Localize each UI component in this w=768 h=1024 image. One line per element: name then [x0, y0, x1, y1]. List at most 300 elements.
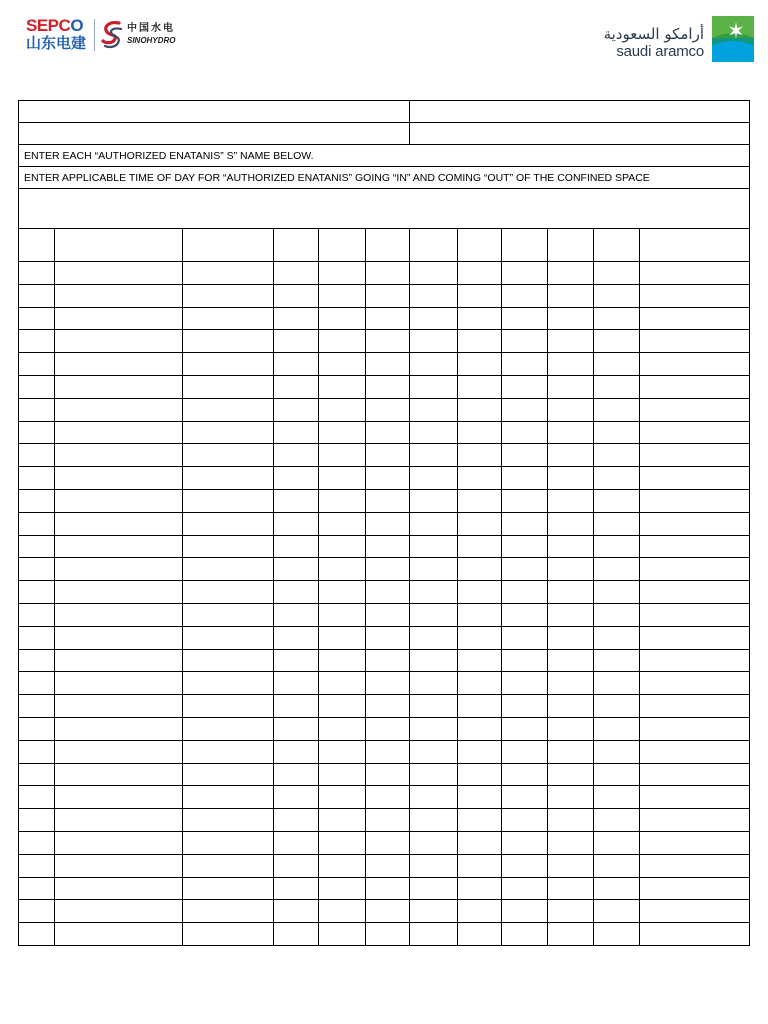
table-cell[interactable] — [458, 786, 502, 809]
table-cell[interactable] — [274, 786, 319, 809]
table-cell[interactable] — [548, 672, 594, 695]
table-cell[interactable] — [183, 489, 274, 512]
table-cell[interactable] — [319, 512, 366, 535]
table-cell[interactable] — [366, 763, 410, 786]
table-cell[interactable] — [458, 649, 502, 672]
table-cell[interactable] — [319, 558, 366, 581]
table-cell[interactable] — [594, 695, 640, 718]
table-cell[interactable] — [594, 809, 640, 832]
table-cell[interactable] — [548, 740, 594, 763]
table-cell[interactable] — [640, 398, 750, 421]
table-cell[interactable] — [319, 262, 366, 285]
table-cell[interactable] — [274, 854, 319, 877]
table-cell[interactable] — [594, 375, 640, 398]
table-cell[interactable] — [458, 489, 502, 512]
table-cell[interactable] — [502, 740, 548, 763]
table-cell[interactable] — [319, 603, 366, 626]
table-cell[interactable] — [366, 740, 410, 763]
table-cell[interactable] — [19, 763, 55, 786]
table-cell[interactable] — [55, 284, 183, 307]
table-cell[interactable] — [183, 695, 274, 718]
table-cell[interactable] — [502, 307, 548, 330]
table-cell[interactable] — [594, 923, 640, 946]
table-cell[interactable] — [319, 809, 366, 832]
table-cell[interactable] — [594, 262, 640, 285]
table-cell[interactable] — [594, 535, 640, 558]
table-cell[interactable] — [502, 375, 548, 398]
table-cell[interactable] — [19, 923, 55, 946]
table-cell[interactable] — [594, 512, 640, 535]
table-cell[interactable] — [55, 603, 183, 626]
column-header-cell[interactable] — [274, 229, 319, 262]
table-cell[interactable] — [640, 421, 750, 444]
column-header-cell[interactable] — [640, 229, 750, 262]
table-cell[interactable] — [366, 330, 410, 353]
table-cell[interactable] — [19, 626, 55, 649]
table-cell[interactable] — [458, 307, 502, 330]
table-cell[interactable] — [366, 421, 410, 444]
table-cell[interactable] — [19, 307, 55, 330]
table-cell[interactable] — [319, 831, 366, 854]
table-cell[interactable] — [319, 854, 366, 877]
table-cell[interactable] — [366, 603, 410, 626]
table-cell[interactable] — [458, 854, 502, 877]
table-cell[interactable] — [55, 809, 183, 832]
table-cell[interactable] — [183, 900, 274, 923]
table-cell[interactable] — [19, 672, 55, 695]
table-cell[interactable] — [19, 262, 55, 285]
table-cell[interactable] — [410, 512, 458, 535]
table-cell[interactable] — [55, 831, 183, 854]
table-cell[interactable] — [19, 831, 55, 854]
table-cell[interactable] — [366, 695, 410, 718]
table-cell[interactable] — [594, 831, 640, 854]
table-cell[interactable] — [640, 786, 750, 809]
table-cell[interactable] — [502, 421, 548, 444]
table-cell[interactable] — [274, 444, 319, 467]
column-header-cell[interactable] — [548, 229, 594, 262]
table-cell[interactable] — [640, 763, 750, 786]
table-cell[interactable] — [183, 467, 274, 490]
table-cell[interactable] — [319, 353, 366, 376]
table-cell[interactable] — [640, 809, 750, 832]
table-cell[interactable] — [19, 467, 55, 490]
table-cell[interactable] — [502, 649, 548, 672]
table-cell[interactable] — [55, 262, 183, 285]
table-cell[interactable] — [19, 284, 55, 307]
table-cell[interactable] — [548, 353, 594, 376]
table-cell[interactable] — [640, 375, 750, 398]
table-cell[interactable] — [548, 877, 594, 900]
table-cell[interactable] — [594, 489, 640, 512]
table-cell[interactable] — [274, 307, 319, 330]
table-cell[interactable] — [410, 558, 458, 581]
table-cell[interactable] — [640, 262, 750, 285]
table-cell[interactable] — [458, 900, 502, 923]
table-cell[interactable] — [410, 398, 458, 421]
table-cell[interactable] — [183, 330, 274, 353]
table-cell[interactable] — [319, 649, 366, 672]
table-cell[interactable] — [366, 626, 410, 649]
table-cell[interactable] — [19, 695, 55, 718]
table-cell[interactable] — [502, 330, 548, 353]
table-cell[interactable] — [594, 467, 640, 490]
table-cell[interactable] — [55, 307, 183, 330]
table-cell[interactable] — [319, 923, 366, 946]
table-cell[interactable] — [319, 467, 366, 490]
table-cell[interactable] — [410, 717, 458, 740]
table-cell[interactable] — [366, 307, 410, 330]
table-cell[interactable] — [548, 854, 594, 877]
table-cell[interactable] — [502, 900, 548, 923]
table-cell[interactable] — [183, 717, 274, 740]
table-cell[interactable] — [502, 467, 548, 490]
table-cell[interactable] — [594, 740, 640, 763]
column-header-cell[interactable] — [55, 229, 183, 262]
table-cell[interactable] — [274, 284, 319, 307]
table-cell[interactable] — [19, 603, 55, 626]
table-cell[interactable] — [366, 581, 410, 604]
table-cell[interactable] — [410, 581, 458, 604]
table-cell[interactable] — [594, 854, 640, 877]
table-cell[interactable] — [274, 717, 319, 740]
table-cell[interactable] — [366, 923, 410, 946]
table-cell[interactable] — [410, 831, 458, 854]
table-cell[interactable] — [366, 831, 410, 854]
table-cell[interactable] — [458, 353, 502, 376]
table-cell[interactable] — [319, 330, 366, 353]
table-cell[interactable] — [548, 535, 594, 558]
table-cell[interactable] — [183, 786, 274, 809]
table-cell[interactable] — [55, 672, 183, 695]
table-cell[interactable] — [548, 284, 594, 307]
table-cell[interactable] — [183, 375, 274, 398]
table-cell[interactable] — [274, 809, 319, 832]
table-cell[interactable] — [502, 923, 548, 946]
table-cell[interactable] — [594, 307, 640, 330]
table-cell[interactable] — [640, 284, 750, 307]
table-cell[interactable] — [548, 809, 594, 832]
table-cell[interactable] — [410, 284, 458, 307]
table-cell[interactable] — [548, 262, 594, 285]
table-cell[interactable] — [410, 375, 458, 398]
table-cell[interactable] — [594, 398, 640, 421]
table-cell[interactable] — [548, 603, 594, 626]
table-cell[interactable] — [410, 626, 458, 649]
table-cell[interactable] — [502, 717, 548, 740]
table-cell[interactable] — [55, 467, 183, 490]
table-cell[interactable] — [183, 421, 274, 444]
table-cell[interactable] — [458, 421, 502, 444]
table-cell[interactable] — [366, 535, 410, 558]
table-cell[interactable] — [458, 626, 502, 649]
table-cell[interactable] — [640, 695, 750, 718]
table-cell[interactable] — [458, 581, 502, 604]
table-cell[interactable] — [548, 489, 594, 512]
table-cell[interactable] — [319, 626, 366, 649]
table-cell[interactable] — [548, 467, 594, 490]
table-cell[interactable] — [548, 398, 594, 421]
table-cell[interactable] — [19, 421, 55, 444]
table-cell[interactable] — [410, 467, 458, 490]
column-header-cell[interactable] — [319, 229, 366, 262]
table-cell[interactable] — [55, 512, 183, 535]
table-cell[interactable] — [183, 535, 274, 558]
table-cell[interactable] — [640, 854, 750, 877]
table-cell[interactable] — [366, 717, 410, 740]
table-cell[interactable] — [458, 740, 502, 763]
table-cell[interactable] — [55, 489, 183, 512]
table-cell[interactable] — [183, 877, 274, 900]
table-cell[interactable] — [640, 535, 750, 558]
table-cell[interactable] — [594, 626, 640, 649]
table-cell[interactable] — [366, 649, 410, 672]
table-cell[interactable] — [19, 353, 55, 376]
table-cell[interactable] — [19, 512, 55, 535]
table-cell[interactable] — [274, 558, 319, 581]
table-cell[interactable] — [55, 398, 183, 421]
table-cell[interactable] — [594, 900, 640, 923]
table-cell[interactable] — [55, 695, 183, 718]
table-cell[interactable] — [183, 262, 274, 285]
table-cell[interactable] — [458, 717, 502, 740]
table-cell[interactable] — [410, 809, 458, 832]
table-cell[interactable] — [274, 512, 319, 535]
table-cell[interactable] — [183, 763, 274, 786]
table-cell[interactable] — [274, 626, 319, 649]
table-cell[interactable] — [274, 467, 319, 490]
table-cell[interactable] — [410, 353, 458, 376]
table-cell[interactable] — [19, 535, 55, 558]
table-cell[interactable] — [319, 900, 366, 923]
table-cell[interactable] — [183, 923, 274, 946]
table-cell[interactable] — [458, 467, 502, 490]
table-cell[interactable] — [55, 421, 183, 444]
table-cell[interactable] — [366, 284, 410, 307]
table-cell[interactable] — [458, 535, 502, 558]
column-header-cell[interactable] — [458, 229, 502, 262]
table-cell[interactable] — [19, 375, 55, 398]
table-cell[interactable] — [274, 831, 319, 854]
column-header-cell[interactable] — [19, 229, 55, 262]
table-cell[interactable] — [458, 603, 502, 626]
table-cell[interactable] — [55, 353, 183, 376]
table-cell[interactable] — [183, 831, 274, 854]
table-cell[interactable] — [410, 900, 458, 923]
table-cell[interactable] — [548, 581, 594, 604]
table-cell[interactable] — [548, 421, 594, 444]
table-cell[interactable] — [19, 854, 55, 877]
table-cell[interactable] — [183, 512, 274, 535]
table-cell[interactable] — [19, 444, 55, 467]
table-cell[interactable] — [410, 489, 458, 512]
table-cell[interactable] — [366, 786, 410, 809]
table-cell[interactable] — [640, 831, 750, 854]
table-cell[interactable] — [594, 558, 640, 581]
table-cell[interactable] — [19, 809, 55, 832]
table-cell[interactable] — [640, 307, 750, 330]
table-cell[interactable] — [19, 877, 55, 900]
table-cell[interactable] — [319, 740, 366, 763]
table-cell[interactable] — [319, 489, 366, 512]
table-cell[interactable] — [594, 717, 640, 740]
table-cell[interactable] — [55, 740, 183, 763]
table-cell[interactable] — [274, 740, 319, 763]
table-cell[interactable] — [55, 923, 183, 946]
form-field-cell[interactable] — [410, 123, 750, 145]
table-cell[interactable] — [183, 626, 274, 649]
table-cell[interactable] — [458, 444, 502, 467]
table-cell[interactable] — [55, 330, 183, 353]
table-cell[interactable] — [502, 284, 548, 307]
table-cell[interactable] — [594, 786, 640, 809]
table-cell[interactable] — [410, 330, 458, 353]
table-cell[interactable] — [640, 923, 750, 946]
table-cell[interactable] — [502, 877, 548, 900]
table-cell[interactable] — [502, 398, 548, 421]
table-cell[interactable] — [640, 877, 750, 900]
table-cell[interactable] — [458, 695, 502, 718]
table-cell[interactable] — [594, 353, 640, 376]
table-cell[interactable] — [640, 649, 750, 672]
table-cell[interactable] — [366, 444, 410, 467]
table-cell[interactable] — [366, 809, 410, 832]
table-cell[interactable] — [640, 740, 750, 763]
table-cell[interactable] — [502, 809, 548, 832]
table-cell[interactable] — [502, 444, 548, 467]
table-cell[interactable] — [183, 672, 274, 695]
table-cell[interactable] — [502, 581, 548, 604]
table-cell[interactable] — [183, 854, 274, 877]
table-cell[interactable] — [594, 581, 640, 604]
table-cell[interactable] — [55, 763, 183, 786]
table-cell[interactable] — [19, 581, 55, 604]
table-cell[interactable] — [548, 307, 594, 330]
table-cell[interactable] — [410, 786, 458, 809]
table-cell[interactable] — [458, 375, 502, 398]
table-cell[interactable] — [548, 923, 594, 946]
table-cell[interactable] — [55, 717, 183, 740]
table-cell[interactable] — [502, 626, 548, 649]
table-cell[interactable] — [548, 900, 594, 923]
table-cell[interactable] — [366, 398, 410, 421]
table-cell[interactable] — [502, 535, 548, 558]
table-cell[interactable] — [55, 649, 183, 672]
table-cell[interactable] — [640, 353, 750, 376]
table-cell[interactable] — [183, 398, 274, 421]
table-cell[interactable] — [640, 581, 750, 604]
table-cell[interactable] — [410, 307, 458, 330]
table-cell[interactable] — [274, 695, 319, 718]
table-cell[interactable] — [548, 717, 594, 740]
table-cell[interactable] — [274, 353, 319, 376]
table-cell[interactable] — [548, 512, 594, 535]
table-cell[interactable] — [274, 421, 319, 444]
table-cell[interactable] — [640, 900, 750, 923]
table-cell[interactable] — [410, 535, 458, 558]
table-cell[interactable] — [319, 421, 366, 444]
table-cell[interactable] — [55, 581, 183, 604]
table-cell[interactable] — [548, 330, 594, 353]
table-cell[interactable] — [410, 763, 458, 786]
table-cell[interactable] — [366, 900, 410, 923]
table-cell[interactable] — [594, 603, 640, 626]
table-cell[interactable] — [502, 489, 548, 512]
table-cell[interactable] — [366, 512, 410, 535]
table-cell[interactable] — [274, 877, 319, 900]
table-cell[interactable] — [183, 809, 274, 832]
table-cell[interactable] — [458, 512, 502, 535]
table-cell[interactable] — [183, 353, 274, 376]
table-cell[interactable] — [410, 649, 458, 672]
table-cell[interactable] — [640, 558, 750, 581]
table-cell[interactable] — [366, 353, 410, 376]
table-cell[interactable] — [319, 398, 366, 421]
table-cell[interactable] — [19, 558, 55, 581]
table-cell[interactable] — [319, 284, 366, 307]
table-cell[interactable] — [366, 262, 410, 285]
table-cell[interactable] — [502, 763, 548, 786]
table-cell[interactable] — [19, 398, 55, 421]
table-cell[interactable] — [640, 717, 750, 740]
table-cell[interactable] — [502, 262, 548, 285]
table-cell[interactable] — [274, 398, 319, 421]
table-cell[interactable] — [410, 923, 458, 946]
table-cell[interactable] — [274, 489, 319, 512]
table-cell[interactable] — [548, 695, 594, 718]
table-cell[interactable] — [55, 786, 183, 809]
table-cell[interactable] — [319, 695, 366, 718]
table-cell[interactable] — [19, 900, 55, 923]
table-cell[interactable] — [55, 877, 183, 900]
table-cell[interactable] — [274, 262, 319, 285]
table-cell[interactable] — [319, 763, 366, 786]
table-cell[interactable] — [319, 307, 366, 330]
table-cell[interactable] — [548, 786, 594, 809]
table-cell[interactable] — [458, 809, 502, 832]
table-cell[interactable] — [548, 626, 594, 649]
column-header-cell[interactable] — [410, 229, 458, 262]
table-cell[interactable] — [548, 444, 594, 467]
table-cell[interactable] — [319, 786, 366, 809]
table-cell[interactable] — [548, 375, 594, 398]
table-cell[interactable] — [502, 786, 548, 809]
table-cell[interactable] — [640, 489, 750, 512]
table-cell[interactable] — [410, 444, 458, 467]
table-cell[interactable] — [274, 923, 319, 946]
column-header-cell[interactable] — [594, 229, 640, 262]
table-cell[interactable] — [183, 649, 274, 672]
table-cell[interactable] — [410, 695, 458, 718]
table-cell[interactable] — [366, 467, 410, 490]
table-cell[interactable] — [366, 854, 410, 877]
table-cell[interactable] — [410, 262, 458, 285]
table-cell[interactable] — [640, 467, 750, 490]
table-cell[interactable] — [366, 672, 410, 695]
table-cell[interactable] — [548, 558, 594, 581]
table-cell[interactable] — [502, 854, 548, 877]
table-cell[interactable] — [594, 330, 640, 353]
table-cell[interactable] — [594, 444, 640, 467]
table-cell[interactable] — [548, 763, 594, 786]
table-cell[interactable] — [274, 900, 319, 923]
table-cell[interactable] — [594, 672, 640, 695]
table-cell[interactable] — [55, 375, 183, 398]
table-cell[interactable] — [502, 353, 548, 376]
table-cell[interactable] — [319, 717, 366, 740]
table-cell[interactable] — [640, 330, 750, 353]
table-cell[interactable] — [183, 444, 274, 467]
